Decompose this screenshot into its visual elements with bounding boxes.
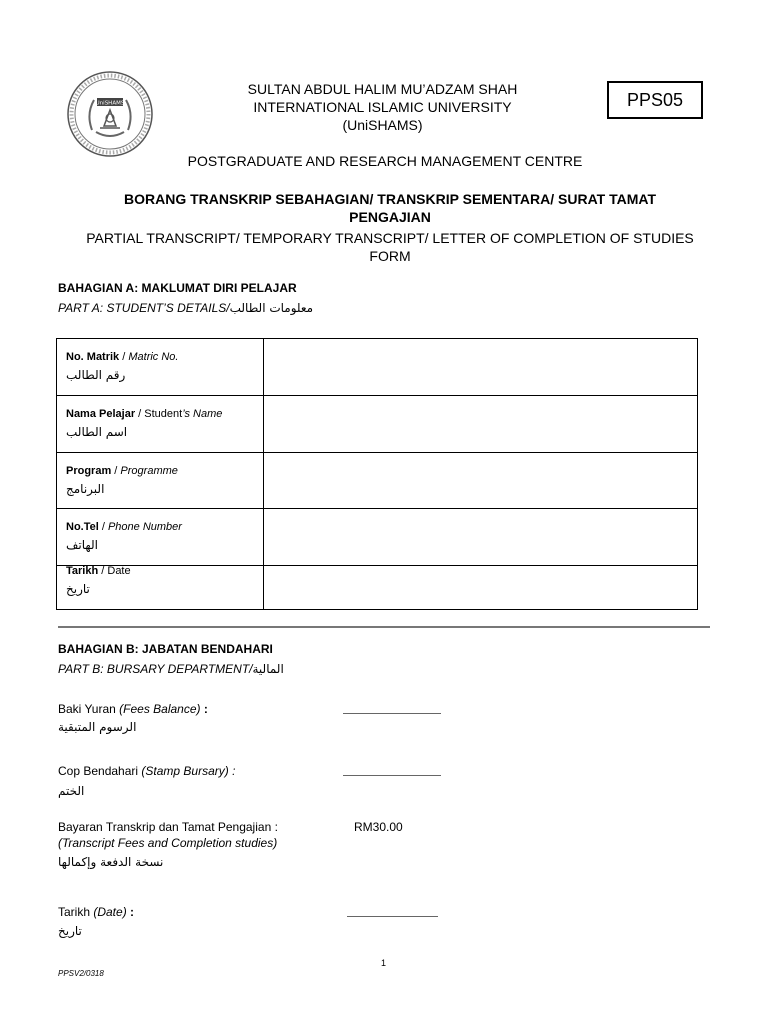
date-label: Tarikh / Date: [66, 565, 131, 577]
table-row: [57, 396, 698, 453]
section-divider: [58, 626, 710, 628]
document-code: PPSV2/0318: [58, 969, 104, 978]
programme-label-cell: [57, 453, 264, 509]
transcript-fee-amount: RM30.00: [354, 820, 403, 834]
table-row: [57, 566, 698, 610]
programme-input[interactable]: [263, 453, 697, 509]
part-b-subheading: [58, 662, 284, 676]
phone-label-cell: [57, 509, 264, 566]
transcript-fee-label-arabic: نسخة الدفعة وإكمالها: [58, 855, 164, 869]
matric-label: No. Matrik / Matric No.: [66, 351, 179, 363]
matric-label-arabic: رقم الطالب: [66, 368, 126, 382]
part-b-subheading-arabic: المالية: [252, 662, 284, 676]
student-name-label: Nama Pelajar / Student’s Name: [66, 408, 223, 420]
form-title-english-line2: FORM: [369, 248, 411, 264]
table-row: [57, 509, 698, 566]
date-b-label-arabic: تاريخ: [58, 924, 82, 938]
student-details-table: [56, 338, 698, 610]
student-name-label-cell: [57, 396, 264, 453]
programme-label-arabic: البرنامج: [66, 482, 105, 496]
part-a-heading: BAHAGIAN A: MAKLUMAT DIRI PELAJAR: [58, 281, 297, 295]
part-b-heading: BAHAGIAN B: JABATAN BENDAHARI: [58, 642, 273, 656]
part-a-subheading-text: PART A: STUDENT’S DETAILS/: [58, 301, 230, 315]
student-name-label-arabic: اسم الطالب: [66, 425, 128, 439]
university-logo: [66, 70, 154, 158]
stamp-bursary-field[interactable]: [343, 775, 441, 776]
form-code: PPS05: [626, 89, 684, 110]
transcript-fee-label-english: (Transcript Fees and Completion studies): [58, 836, 278, 850]
date-b-field[interactable]: [347, 916, 438, 917]
matric-label-cell: [57, 339, 264, 396]
fees-balance-label: Baki Yuran (Fees Balance) :: [58, 702, 208, 716]
date-b-label: Tarikh (Date) :: [58, 905, 135, 919]
table-row: [57, 339, 698, 396]
university-name-line2: INTERNATIONAL ISLAMIC UNIVERSITY: [253, 99, 512, 115]
form-title-english: [60, 229, 720, 265]
university-name: [200, 80, 565, 134]
fees-balance-label-arabic: الرسوم المتبقية: [58, 720, 137, 734]
stamp-bursary-label-arabic: الختم: [58, 784, 85, 798]
table-row: [57, 453, 698, 509]
phone-label-arabic: الهاتف: [66, 538, 98, 552]
date-label-arabic: تاريخ: [66, 582, 90, 596]
part-a-subheading-arabic: معلومات الطالب: [229, 301, 314, 315]
phone-label: No.Tel / Phone Number: [66, 521, 182, 533]
form-code-box: [607, 81, 703, 119]
logo-text: UniSHAMS: [95, 100, 125, 107]
form-title-english-line1: PARTIAL TRANSCRIPT/ TEMPORARY TRANSCRIPT/ LETTER OF COMPLETION OF STUDIES: [86, 230, 694, 246]
form-title-malay-line1: BORANG TRANSKRIP SEBAHAGIAN/ TRANSKRIP SEMENTARA/ SURAT TAMAT: [123, 191, 656, 207]
transcript-fee-label: Bayaran Transkrip dan Tamat Pengajian :: [58, 820, 278, 834]
page-number: 1: [381, 958, 387, 968]
date-label-cell: [57, 566, 264, 610]
part-b-subheading-text: PART B: BURSARY DEPARTMENT/: [58, 662, 253, 676]
programme-label: Program / Programme: [66, 465, 178, 477]
form-title-malay: [60, 190, 720, 226]
student-name-input[interactable]: [263, 396, 697, 453]
stamp-bursary-label: Cop Bendahari (Stamp Bursary) :: [58, 764, 236, 778]
university-name-line1: SULTAN ABDUL HALIM MU’ADZAM SHAH: [247, 81, 518, 97]
matric-input[interactable]: [263, 339, 697, 396]
centre-name: POSTGRADUATE AND RESEARCH MANAGEMENT CENTRE: [187, 153, 583, 169]
form-title-malay-line2: PENGAJIAN: [349, 209, 431, 225]
date-input[interactable]: [263, 566, 697, 610]
fees-balance-field[interactable]: [343, 713, 441, 714]
phone-input[interactable]: [263, 509, 697, 566]
university-name-line3: (UniSHAMS): [342, 117, 423, 133]
part-a-subheading: [58, 301, 313, 315]
